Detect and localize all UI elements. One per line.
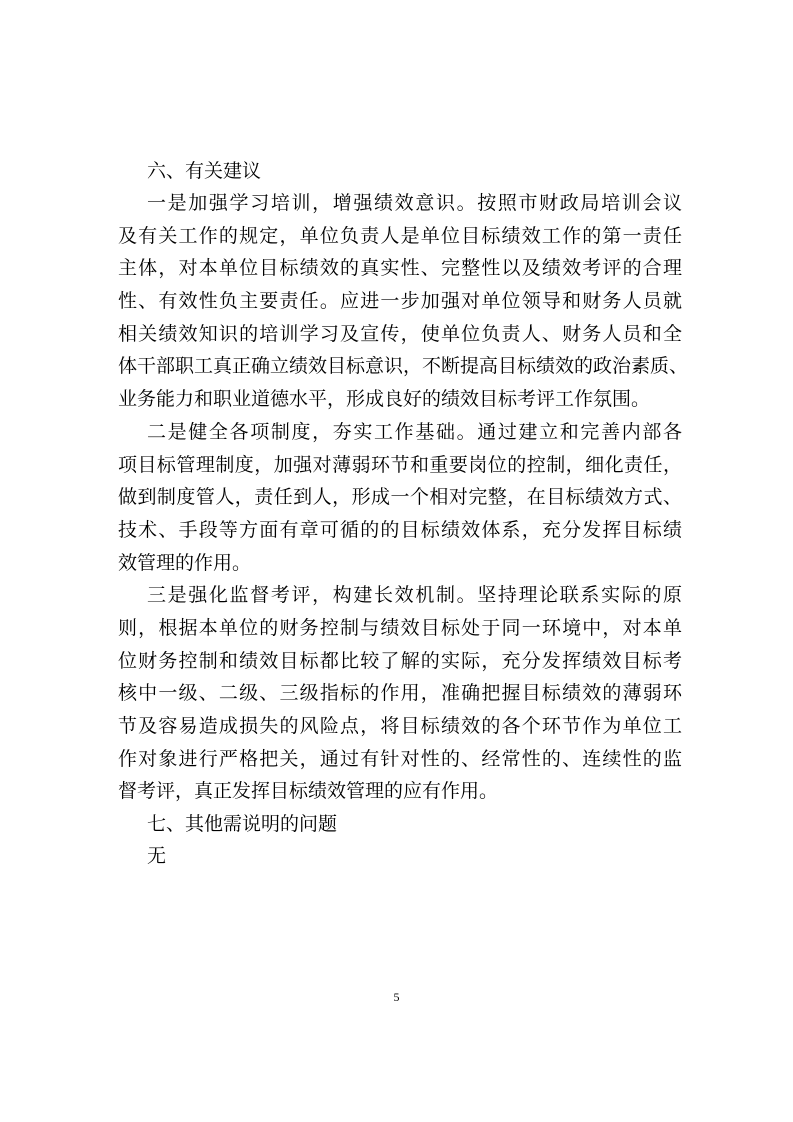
section-body-none: 无 <box>147 845 167 868</box>
text-line: 性、有效性负主要责任。应进一步加强对单位领导和财务人员就 <box>118 290 682 313</box>
text-line: 相关绩效知识的培训学习及宣传，使单位负责人、财务人员和全 <box>118 322 682 345</box>
paragraph-training <box>118 187 689 416</box>
text-line: 核中一级、二级、三级指标的作用，准确把握目标绩效的薄弱环 <box>118 682 682 705</box>
text-line: 体干部职工真正确立绩效目标意识，不断提高目标绩效的政治素质、 <box>118 355 689 378</box>
document-body <box>118 155 689 872</box>
text-line: 节及容易造成损失的风险点，将目标绩效的各个环节作为单位工 <box>118 715 682 737</box>
paragraph-systems <box>118 416 682 579</box>
section-heading-other-issues: 七、其他需说明的问题 <box>147 813 338 836</box>
section-heading-suggestions: 六、有关建议 <box>147 160 262 182</box>
page-number: 5 <box>393 990 400 1004</box>
text-line: 项目标管理制度，加强对薄弱环节和重要岗位的控制，细化责任， <box>118 453 682 476</box>
text-line: 主体，对本单位目标绩效的真实性、完整性以及绩效考评的合理 <box>118 257 682 280</box>
text-line: 三是强化监督考评，构建长效机制。坚持理论联系实际的原 <box>147 584 682 607</box>
text-line: 位财务控制和绩效目标都比较了解的实际，充分发挥绩效目标考 <box>118 649 682 672</box>
text-line: 二是健全各项制度，夯实工作基础。通过建立和完善内部各 <box>147 420 682 443</box>
text-line: 做到制度管人，责任到人，形成一个相对完整，在目标绩效方式、 <box>118 486 682 509</box>
paragraph-supervision <box>118 579 682 808</box>
text-line: 业务能力和职业道德水平，形成良好的绩效目标考评工作氛围。 <box>118 388 651 411</box>
text-line: 作对象进行严格把关，通过有针对性的、经常性的、连续性的监 <box>118 747 682 770</box>
text-line: 督考评，真正发挥目标绩效管理的应有作用。 <box>118 780 499 803</box>
text-line: 一是加强学习培训，增强绩效意识。按照市财政局培训会议 <box>147 192 682 214</box>
text-line: 及有关工作的规定，单位负责人是单位目标绩效工作的第一责任 <box>118 224 682 247</box>
text-line: 则，根据本单位的财务控制与绩效目标处于同一环境中，对本单 <box>118 616 682 639</box>
text-line: 技术、手段等方面有章可循的的目标绩效体系，充分发挥目标绩 <box>118 518 682 541</box>
text-line: 效管理的作用。 <box>118 551 252 574</box>
